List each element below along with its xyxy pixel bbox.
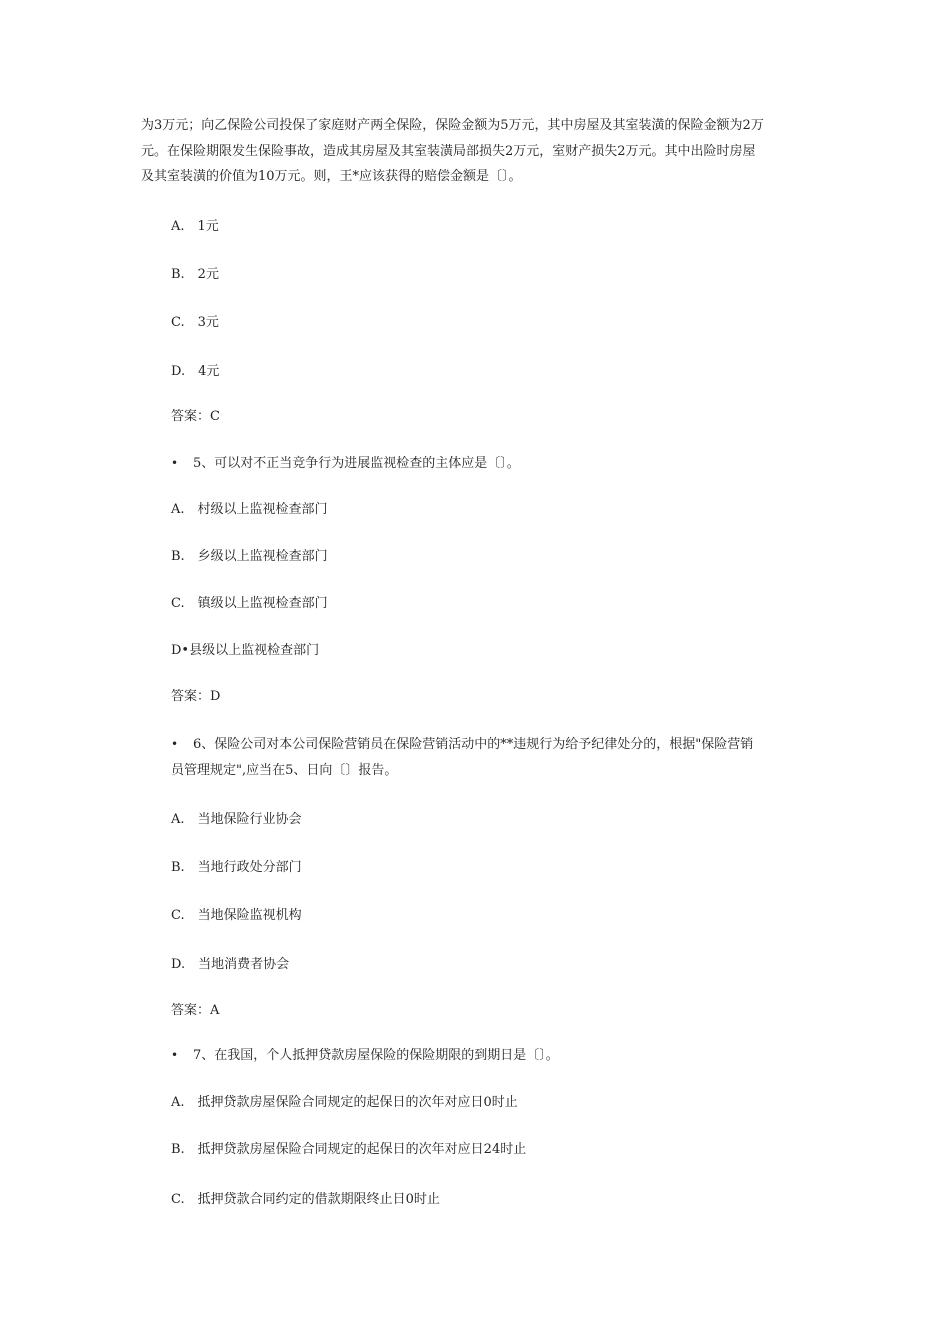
q5-option-a: A. 村级以上监视检查部门 — [171, 502, 328, 517]
q7-option-c: C. 抵押贷款合同约定的借款期限终止日0时止 — [171, 1192, 440, 1207]
q4-option-c: C. 3元 — [171, 315, 219, 330]
q5-option-b: B. 乡级以上监视检查部门 — [171, 549, 328, 564]
q4-option-a: A. 1元 — [171, 219, 219, 234]
q5-question: 5、可以对不正当竞争行为进展监视检查的主体应是〔〕。 — [193, 456, 520, 471]
q5-bullet: • — [171, 456, 179, 470]
q7-option-a: A. 抵押贷款房屋保险合同规定的起保日的次年对应日0时止 — [171, 1095, 518, 1110]
q7-option-b: B. 抵押贷款房屋保险合同规定的起保日的次年对应日24时止 — [171, 1142, 527, 1157]
q6-option-c: C. 当地保险监视机构 — [171, 908, 302, 923]
q6-bullet: • — [171, 737, 179, 751]
q6-option-a: A. 当地保险行业协会 — [171, 812, 302, 827]
q4-answer: 答案：C — [171, 409, 220, 424]
q6-option-d: D. 当地消费者协会 — [171, 957, 290, 972]
q5-option-c: C. 镇级以上监视检查部门 — [171, 596, 328, 611]
q4-option-b: B. 2元 — [171, 267, 219, 282]
q5-option-d: D•县级以上监视检查部门 — [171, 643, 320, 658]
intro-line-3: 及其室装潢的价值为10万元。则，王*应该获得的赔偿金额是〔〕。 — [141, 169, 522, 184]
intro-line-1: 为3万元；向乙保险公司投保了家庭财产两全保险，保险金额为5万元，其中房屋及其室装潢的保险金额为2万 — [141, 118, 764, 133]
q6-question-line-2: 员管理规定",应当在5、日向〔〕报告。 — [171, 763, 398, 778]
q6-question-line-1: 6、保险公司对本公司保险营销员在保险营销活动中的**违规行为给予纪律处分的，根据"保险营销 — [193, 737, 754, 752]
q4-option-d: D. 4元 — [171, 364, 220, 379]
q7-question: 7、在我国，个人抵押贷款房屋保险的保险期限的到期日是〔〕。 — [193, 1048, 559, 1063]
q7-bullet: • — [171, 1048, 179, 1062]
q5-answer: 答案：D — [171, 689, 221, 704]
intro-line-2: 元。在保险期限发生保险事故，造成其房屋及其室装潢局部损失2万元，室财产损失2万元。其中出险时房屋 — [141, 144, 756, 159]
q6-answer: 答案：A — [171, 1003, 220, 1018]
q6-option-b: B. 当地行政处分部门 — [171, 860, 302, 875]
